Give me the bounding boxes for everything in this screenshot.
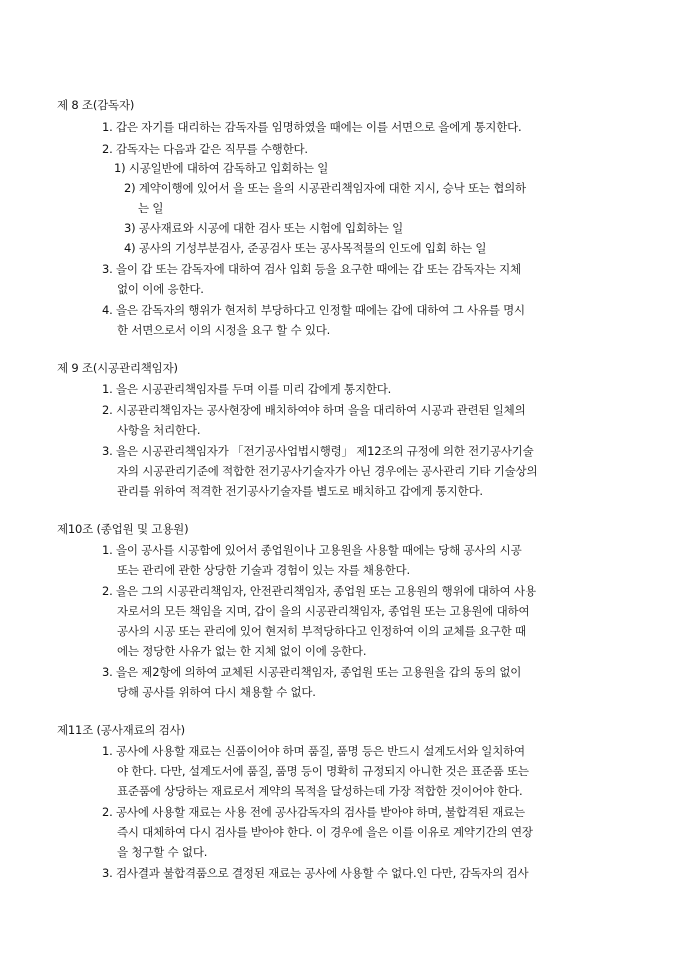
- item-text-line: 는 일: [138, 201, 164, 215]
- item-text-line: 없이 이에 응한다.: [117, 282, 204, 296]
- item-text-line: 당해 공사를 위하여 다시 채용할 수 없다.: [117, 685, 316, 699]
- item-text-line: 사항을 처리한다.: [117, 423, 201, 437]
- item-text-line: 4. 을은 감독자의 행위가 현저히 부당하다고 인정할 때에는 갑에 대하여 그 사유를 명시: [102, 303, 525, 317]
- item-text-line: 표준품에 상당하는 재료로서 계약의 목적을 달성하는데 가장 적합한 것이어야 한다.: [117, 784, 523, 798]
- item-text-line: 3. 을은 제2항에 의하여 교체된 시공관리책임자, 종업원 또는 고용원을 갑의 동의 없이: [102, 665, 522, 679]
- item-text-line: 자로서의 모든 책임을 지며, 갑이 을의 시공관리책임자, 종업원 또는 고용원에 대하여: [117, 604, 530, 618]
- item-text-line: 3) 공사재료와 시공에 대한 검사 또는 시험에 입회하는 일: [124, 221, 404, 235]
- item-text-line: 자의 시공관리기준에 적합한 전기공사기술자가 아닌 경우에는 공사관리 기타 기술상의: [117, 464, 538, 478]
- item-text-line: 즉시 대체하여 다시 검사를 받아야 한다. 이 경우에 을은 이를 이유로 계약기간의 연장: [117, 825, 533, 839]
- item-text-line: 1. 을이 공사를 시공함에 있어서 종업원이나 고용원을 사용할 때에는 당해 공사의 시공: [102, 543, 522, 557]
- item-text-line: 2. 시공관리책임자는 공사현장에 배치하여야 하며 을을 대리하여 시공과 관련된 일체의: [102, 403, 526, 417]
- item-text-line: 을 청구할 수 없다.: [117, 845, 208, 859]
- item-text-line: 2. 감독자는 다음과 같은 직무를 수행한다.: [102, 142, 308, 156]
- item-text-line: 3. 검사결과 불합격품으로 결정된 재료는 공사에 사용할 수 없다.인 다만, 감독자의 검사: [102, 866, 529, 880]
- article-title: 제11조 (공사재료의 검사): [57, 723, 185, 737]
- item-text-line: 3. 을은 시공관리책임자가 「전기공사업법시행령」 제12조의 규정에 의한 전기공사기술: [102, 444, 534, 458]
- item-text-line: 3. 을이 갑 또는 감독자에 대하여 검사 입회 등을 요구한 때에는 갑 또는 감독자는 지체: [102, 262, 521, 276]
- item-text-line: 2) 계약이행에 있어서 을 또는 을의 시공관리책임자에 대한 지시, 승낙 또는 협의하: [124, 181, 526, 195]
- item-text-line: 1. 을은 시공관리책임자를 두며 이를 미리 갑에게 통지한다.: [102, 382, 392, 396]
- item-text-line: 1) 시공일반에 대하여 감독하고 입회하는 일: [114, 161, 329, 175]
- item-text-line: 또는 관리에 관한 상당한 기술과 경험이 있는 자를 채용한다.: [117, 563, 410, 577]
- article-title: 제 8 조(감독자): [57, 98, 135, 112]
- article-title: 제10조 (종업원 및 고용원): [57, 522, 189, 536]
- item-text-line: 1. 갑은 자기를 대리하는 감독자를 임명하였을 때에는 이를 서면으로 을에게 통지한다.: [102, 120, 522, 134]
- item-text-line: 1. 공사에 사용할 재료는 신품이어야 하며 품질, 품명 등은 반드시 설계도서와 일치하여: [102, 744, 525, 758]
- item-text-line: 2. 을은 그의 시공관리책임자, 안전관리책임자, 종업원 또는 고용원의 행위에 대하여 사용: [102, 584, 536, 598]
- item-text-line: 한 서면으로서 이의 시정을 요구 할 수 있다.: [117, 323, 331, 337]
- item-text-line: 야 한다. 다만, 설계도서에 품질, 품명 등이 명확히 규정되지 아니한 것은 표준품 또는: [117, 764, 529, 778]
- item-text-line: 공사의 시공 또는 관리에 있어 현저히 부적당하다고 인정하여 이의 교체를 요구한 때: [117, 624, 526, 638]
- item-text-line: 4) 공사의 기성부분검사, 준공검사 또는 공사목적물의 인도에 입회 하는 일: [124, 241, 487, 255]
- item-text-line: 에는 정당한 사유가 없는 한 지체 없이 이에 응한다.: [117, 644, 367, 658]
- article-title: 제 9 조(시공관리책임자): [57, 361, 178, 375]
- item-text-line: 2. 공사에 사용할 재료는 사용 전에 공사감독자의 검사를 받아야 하며, 불합격된 재료는: [102, 805, 525, 819]
- item-text-line: 관리를 위하여 적격한 전기공사기술자를 별도로 배치하고 갑에게 통지한다.: [117, 484, 483, 498]
